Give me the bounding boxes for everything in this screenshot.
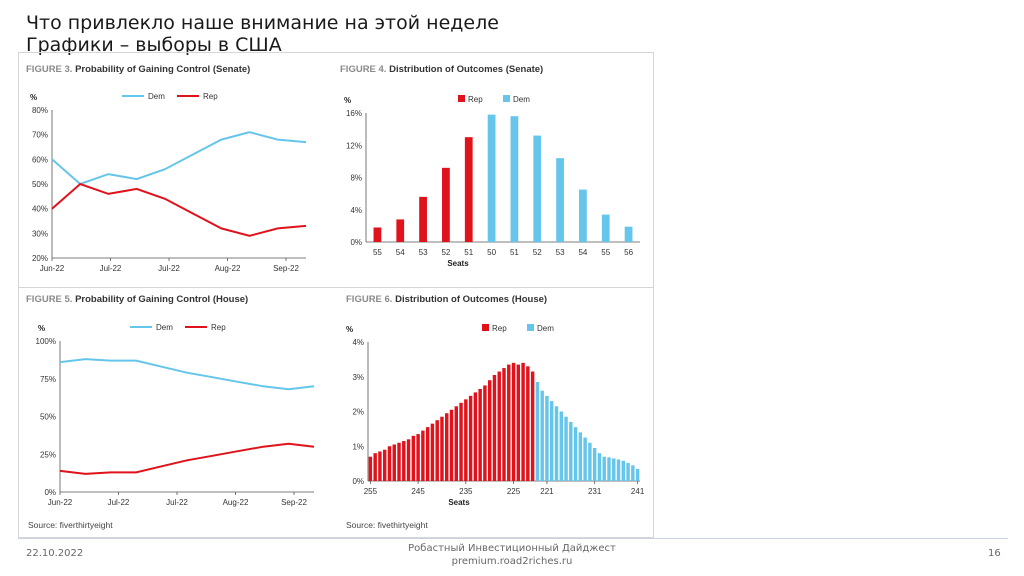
footer-brand: [380, 542, 644, 568]
x-axis-title: Seats: [448, 498, 470, 507]
bar-rep: [426, 427, 429, 481]
figure-6-label: FIGURE 6.: [346, 294, 393, 305]
x-tick-label: Jul-22: [107, 498, 130, 507]
bar-dem: [550, 401, 553, 481]
bar-dem: [579, 432, 582, 481]
bar-dem: [511, 116, 519, 242]
x-tick-label: 231: [587, 487, 602, 496]
series-line-rep: [60, 444, 314, 474]
x-tick-label: 53: [555, 248, 565, 257]
bar-rep: [493, 375, 496, 481]
bar-rep: [483, 385, 486, 481]
y-tick-label: 4%: [352, 338, 364, 347]
figure-4-title: Distribution of Outcomes (Senate): [389, 64, 544, 75]
y-tick-label: 25%: [39, 450, 56, 460]
x-tick-label: 225: [506, 487, 521, 496]
bar-dem: [612, 458, 615, 481]
x-tick-label: 51: [464, 248, 474, 257]
bar-rep: [442, 168, 450, 242]
bar-rep: [502, 368, 505, 481]
x-tick-label: 221: [540, 487, 554, 496]
bar-rep: [412, 436, 415, 481]
bar-rep: [388, 446, 391, 481]
legend-swatch-dem: [503, 95, 510, 102]
y-tick-label: 16%: [345, 109, 362, 118]
bar-rep: [402, 441, 405, 481]
x-tick-label: Jun-22: [47, 498, 73, 507]
bar-rep: [488, 380, 491, 481]
y-unit-label: %: [344, 96, 352, 105]
x-tick-label: Jul-22: [158, 264, 180, 273]
bar-rep: [526, 366, 529, 481]
bar-dem: [540, 391, 543, 481]
legend-swatch-rep: [482, 324, 489, 331]
legend-label-dem: Dem: [148, 92, 165, 101]
y-tick-label: 70%: [31, 130, 48, 140]
figure-5-source: Source: fiverthirtyeight: [28, 520, 113, 530]
x-tick-label: 50: [487, 248, 497, 257]
y-tick-label: 4%: [350, 205, 362, 215]
x-tick-label: Aug-22: [214, 264, 241, 273]
bar-dem: [556, 158, 564, 242]
bar-dem: [631, 465, 634, 481]
figure-panel-divider: [18, 287, 654, 288]
bar-rep: [474, 392, 477, 481]
y-tick-label: 50%: [39, 412, 56, 422]
x-tick-label: 54: [578, 248, 588, 257]
series-line-dem: [52, 132, 306, 184]
bar-rep: [465, 137, 473, 242]
slide-title-line-2: Графики – выборы в США: [26, 34, 282, 56]
figure-3-header: [26, 64, 250, 75]
bar-dem: [560, 412, 563, 482]
bar-rep: [440, 417, 443, 481]
footer-brand-url: premium.road2riches.ru: [451, 556, 573, 567]
x-tick-label: 255: [363, 487, 378, 496]
x-tick-label: 53: [418, 248, 428, 257]
legend-label-dem: Dem: [537, 324, 554, 333]
x-tick-label: Sep-22: [281, 498, 307, 507]
house-control-chart: [0, 310, 330, 515]
bar-rep: [521, 363, 524, 481]
legend-label-dem: Dem: [513, 95, 530, 104]
senate-control-chart: [0, 80, 330, 285]
bar-rep: [469, 396, 472, 481]
figure-5-title: Probability of Gaining Control (House): [75, 294, 249, 305]
y-unit-label: %: [38, 324, 46, 333]
y-tick-label: 50%: [31, 180, 48, 189]
x-tick-label: Jul-22: [99, 264, 122, 273]
bar-dem: [602, 215, 610, 242]
bar-dem: [545, 396, 548, 481]
senate-distribution-chart: [330, 80, 654, 285]
bar-dem: [593, 448, 596, 481]
bar-rep: [507, 365, 510, 481]
figure-6-source: Source: fivethirtyeight: [346, 520, 428, 530]
bar-dem: [488, 115, 496, 242]
x-tick-label: 56: [624, 248, 634, 257]
figure-6-title: Distribution of Outcomes (House): [395, 294, 548, 305]
y-tick-label: 0%: [44, 488, 56, 497]
y-tick-label: 1%: [352, 442, 364, 452]
x-tick-label: 55: [372, 248, 382, 257]
bar-dem: [607, 457, 610, 481]
bar-rep: [455, 406, 458, 481]
bar-dem: [555, 406, 558, 481]
bar-rep: [517, 365, 520, 481]
x-tick-label: 51: [509, 248, 519, 257]
legend-label-dem: Dem: [156, 323, 173, 332]
footer-brand-name: Робастный Инвестиционный Дайджест: [408, 543, 616, 554]
bar-rep: [407, 439, 410, 481]
x-tick-label: Aug-22: [222, 498, 249, 507]
legend-label-rep: Rep: [203, 92, 218, 101]
bar-dem: [622, 461, 625, 481]
legend-label-rep: Rep: [492, 324, 507, 333]
bar-rep: [431, 424, 434, 481]
figure-6-header: [346, 294, 547, 305]
x-tick-label: 245: [411, 487, 425, 496]
bar-rep: [393, 445, 396, 481]
bar-dem: [602, 457, 605, 481]
y-tick-label: 100%: [35, 337, 56, 346]
footer-date: 22.10.2022: [26, 548, 84, 559]
bar-dem: [564, 417, 567, 481]
y-tick-label: 0%: [350, 238, 362, 247]
x-tick-label: Sep-22: [273, 264, 299, 273]
bar-dem: [579, 190, 587, 242]
x-axis-title: Seats: [447, 259, 469, 268]
bar-rep: [369, 457, 372, 481]
x-tick-label: 54: [395, 248, 405, 257]
bar-rep: [531, 372, 534, 481]
x-tick-label: Jul-22: [166, 498, 188, 507]
legend-swatch-rep: [458, 95, 465, 102]
y-tick-label: 12%: [345, 141, 362, 151]
bar-rep: [416, 434, 419, 481]
x-tick-label: 235: [459, 487, 473, 496]
bar-rep: [421, 431, 424, 481]
y-tick-label: 0%: [352, 477, 364, 486]
figure-5-label: FIGURE 5.: [26, 294, 73, 305]
legend-label-rep: Rep: [468, 95, 483, 104]
bar-dem: [536, 382, 539, 481]
bar-rep: [373, 453, 376, 481]
footer-page-number: 16: [988, 548, 1001, 559]
bar-rep: [512, 363, 515, 481]
bar-rep: [445, 413, 448, 481]
y-tick-label: 75%: [39, 374, 56, 384]
legend-swatch-dem: [527, 324, 534, 331]
y-tick-label: 8%: [350, 173, 362, 183]
bar-dem: [626, 463, 629, 481]
bar-rep: [498, 372, 501, 481]
bar-dem: [533, 136, 541, 242]
bar-dem: [636, 469, 639, 481]
figure-3-label: FIGURE 3.: [26, 64, 73, 75]
y-tick-label: 20%: [31, 254, 48, 263]
x-tick-label: 55: [601, 248, 611, 257]
y-tick-label: 3%: [352, 372, 364, 382]
x-tick-label: 241: [630, 487, 645, 496]
figure-3-title: Probability of Gaining Control (Senate): [75, 64, 251, 75]
y-tick-label: 40%: [31, 204, 48, 214]
x-tick-label: Jun-22: [39, 264, 65, 273]
bar-rep: [435, 420, 438, 481]
bar-rep: [464, 399, 467, 481]
bar-rep: [397, 443, 400, 481]
y-tick-label: 60%: [31, 155, 48, 165]
bar-dem: [588, 443, 591, 481]
bar-rep: [383, 450, 386, 481]
x-tick-label: 52: [441, 248, 451, 257]
bar-rep: [459, 403, 462, 481]
bar-dem: [583, 438, 586, 481]
bar-rep: [478, 389, 481, 481]
series-line-rep: [52, 184, 306, 236]
bar-rep: [419, 197, 427, 242]
y-tick-label: 30%: [31, 229, 48, 239]
slide-title-line-1: Что привлекло наше внимание на этой неделе: [26, 12, 499, 34]
bar-rep: [450, 410, 453, 481]
bar-dem: [569, 422, 572, 481]
bar-dem: [574, 427, 577, 481]
legend-label-rep: Rep: [211, 323, 226, 332]
bar-rep: [374, 227, 382, 242]
bar-rep: [396, 219, 404, 242]
bar-rep: [378, 451, 381, 481]
y-unit-label: %: [30, 93, 38, 102]
bar-dem: [598, 453, 601, 481]
y-unit-label: %: [346, 325, 354, 334]
figure-4-label: FIGURE 4.: [340, 64, 387, 75]
bar-dem: [617, 459, 620, 481]
y-tick-label: 80%: [31, 106, 48, 115]
house-distribution-chart: [330, 310, 654, 515]
figure-5-header: [26, 294, 248, 305]
series-line-dem: [60, 359, 314, 389]
footer-divider: [18, 538, 1008, 539]
x-tick-label: 52: [532, 248, 542, 257]
y-tick-label: 2%: [352, 407, 364, 417]
bar-dem: [625, 227, 633, 242]
figure-4-header: [340, 64, 543, 75]
